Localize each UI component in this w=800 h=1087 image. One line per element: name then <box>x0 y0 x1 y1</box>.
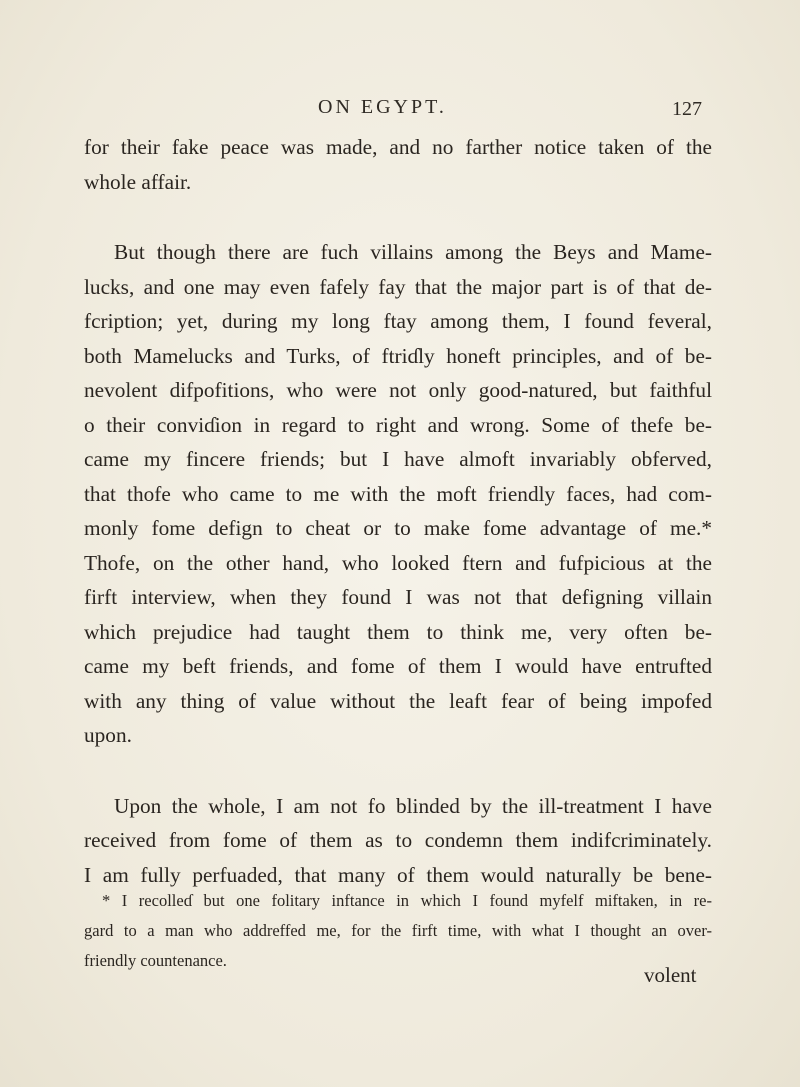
text-line: received from fome of them as to condemn them indifcriminately. <box>84 828 712 852</box>
text-line: that thofe who came to me with the moft friendly faces, had com- <box>84 481 712 506</box>
footnote <box>84 886 712 976</box>
text-line: Thofe, on the other hand, who looked ftern and fufpicious at the <box>84 550 712 575</box>
text-line: upon. <box>84 723 132 747</box>
footnote-line: * I recolleɗ but one folitary inftance in which I found myfelf miftaken, in re- <box>102 891 712 910</box>
page-header <box>0 96 800 126</box>
text-line: nevolent difpofitions, who were not only good-natured, but faithful <box>84 378 712 402</box>
body-text <box>84 130 712 892</box>
page-number: 127 <box>672 98 702 120</box>
text-line: I am fully perfuaded, that many of them would naturally be bene- <box>84 862 712 887</box>
text-line: came my beft friends, and fome of them I would have entrufted <box>84 654 712 678</box>
text-line: Upon the whole, I am not fo blinded by the ill-treatment I have <box>114 793 712 818</box>
catchword: volent <box>644 963 697 987</box>
text-line: for their fake peace was made, and no farther notice taken of the <box>84 135 712 159</box>
text-line: both Mamelucks and Turks, of ftriɗly honeft principles, and of be- <box>84 343 712 368</box>
footnote-line: friendly countenance. <box>84 951 227 970</box>
text-line: which prejudice had taught them to think me, very often be- <box>84 619 712 644</box>
text-line: firft interview, when they found I was not that defigning villain <box>84 585 712 609</box>
text-line: fcription; yet, during my long ftay among them, I found feveral, <box>84 309 712 333</box>
text-line: But though there are fuch villains among the Beys and Mame- <box>114 240 712 264</box>
text-line: with any thing of value without the leaft fear of being impofed <box>84 688 712 713</box>
text-line: o their conviɗion in regard to right and wrong. Some of thefe be- <box>84 412 712 437</box>
text-line: monly fome defign to cheat or to make fome advantage of me.* <box>84 516 712 540</box>
footnote-line: gard to a man who addreffed me, for the firft time, with what I thought an over- <box>84 921 712 940</box>
text-line: came my fincere friends; but I have almoft invariably obferved, <box>84 447 712 471</box>
running-head: ON EGYPT. <box>318 96 447 118</box>
text-line: lucks, and one may even fafely fay that the major part is of that de- <box>84 274 712 299</box>
text-line: whole affair. <box>84 169 192 194</box>
